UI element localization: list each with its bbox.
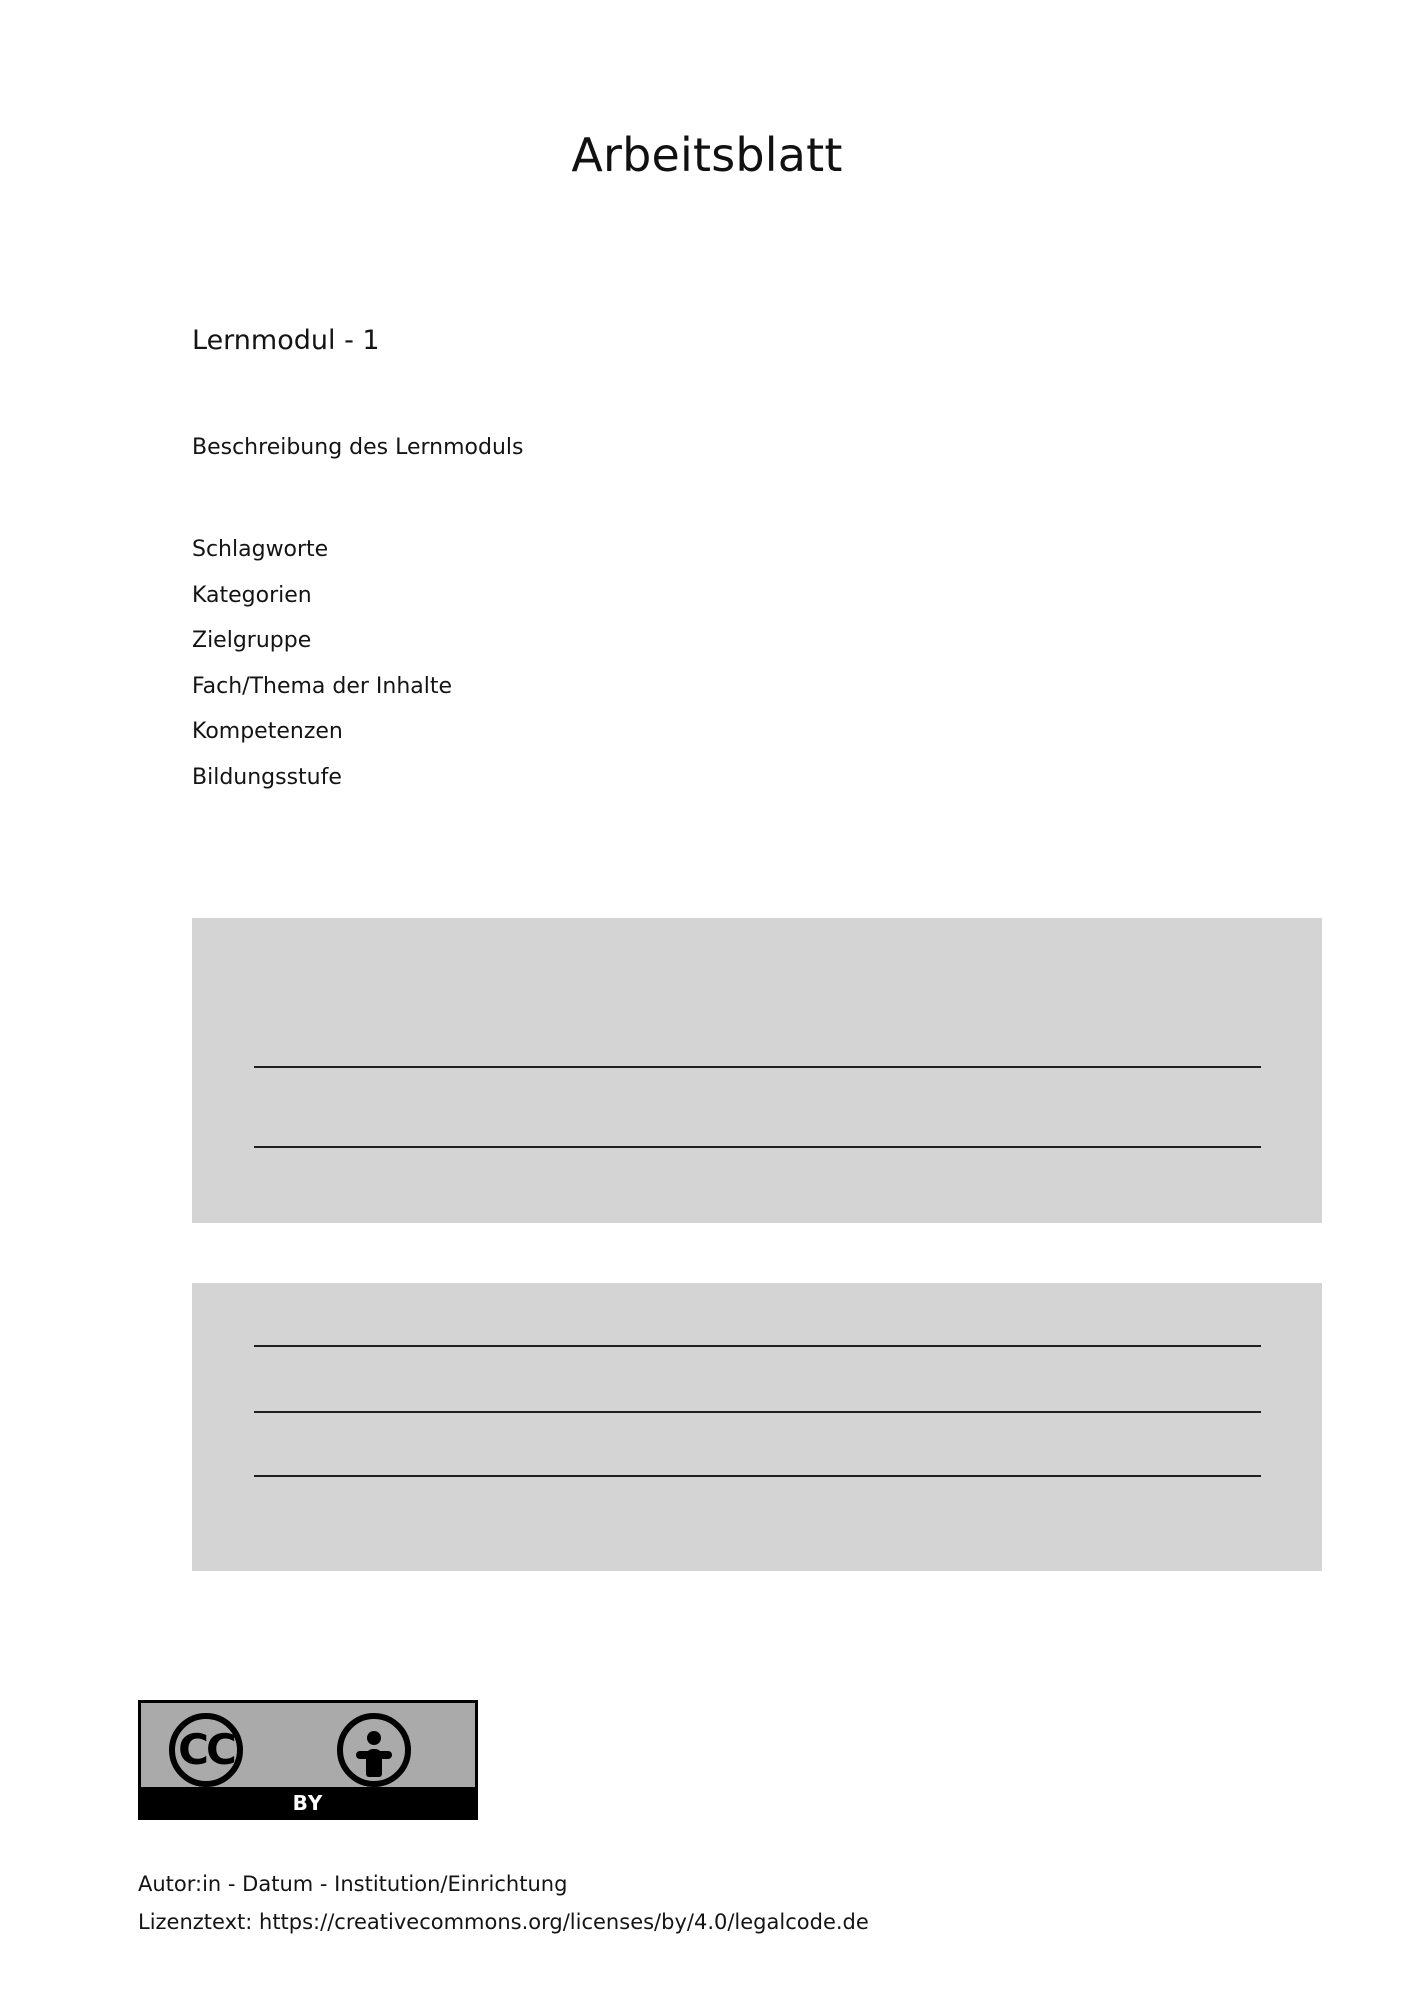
list-item: Fach/Thema der Inhalte [192,673,453,699]
page-title: Arbeitsblatt [571,128,843,182]
footer-author-line: Autor:in - Datum - Institution/Einrichtung [138,1872,568,1896]
attribution-person-icon [337,1713,411,1787]
list-item: Bildungsstufe [192,764,342,790]
cc-badge-bottom [141,1787,475,1817]
writing-rule [254,1345,1261,1347]
list-item: Schlagworte [192,537,329,562]
person-body-shape [366,1749,382,1777]
metadata-list [192,527,452,800]
content-block-upper [192,918,1322,1223]
creative-commons-badge-icon [138,1700,478,1820]
module-description: Beschreibung des Lernmoduls [192,435,524,460]
person-head-shape [367,1731,381,1745]
writing-rule [254,1146,1261,1148]
footer-license-line: Lizenztext: https://creativecommons.org/licenses/by/4.0/legalcode.de [138,1910,869,1934]
writing-rule [254,1411,1261,1413]
module-title: Lernmodul - 1 [192,325,380,356]
writing-rule [254,1475,1261,1477]
writing-rule [254,1066,1261,1068]
cc-badge-cc-label: CC [178,1725,234,1774]
cc-badge-by-label: BY [292,1791,324,1815]
list-item: Kompetenzen [192,719,343,744]
list-item: Kategorien [192,582,312,608]
cc-badge-top [141,1703,475,1787]
list-item: Zielgruppe [192,628,312,653]
cc-logo-icon [169,1713,243,1787]
content-block-lower [192,1283,1322,1571]
